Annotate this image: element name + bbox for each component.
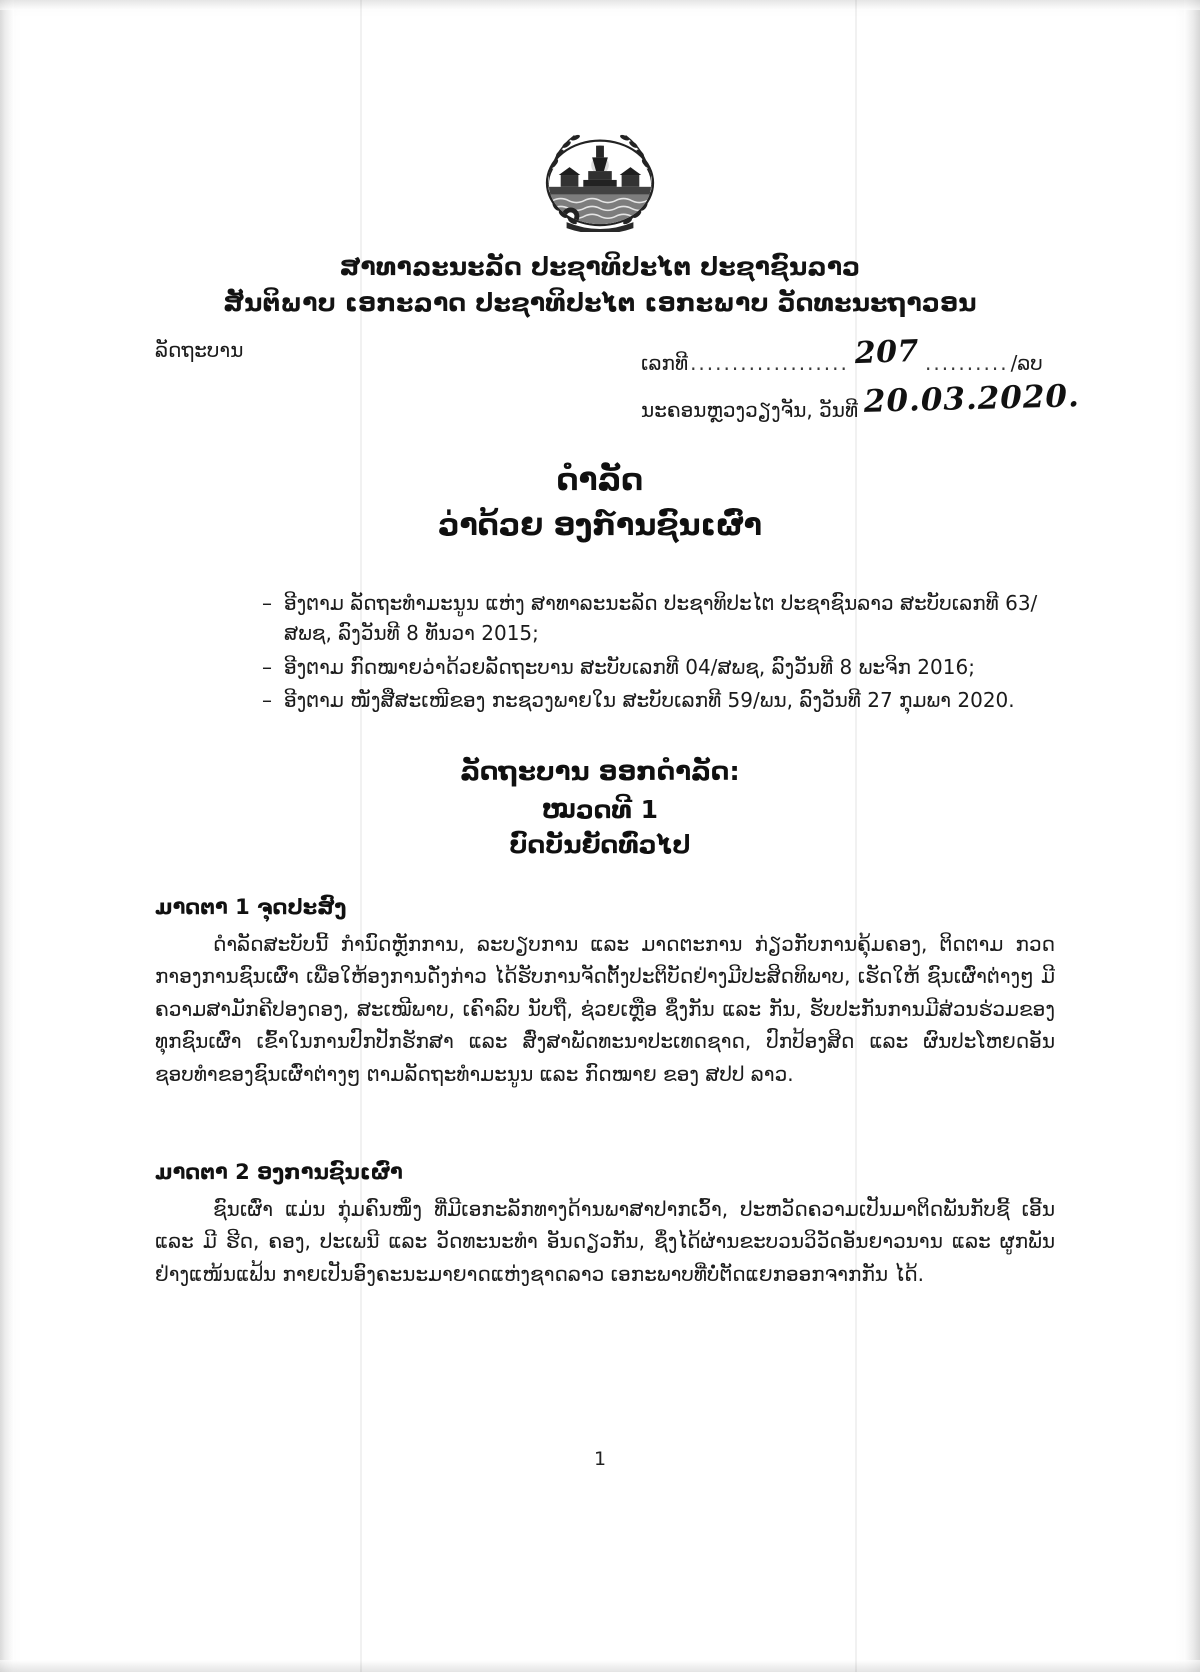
reference-dots-right: .......... [924, 351, 1009, 375]
reference-date-value: 20.03.2020. [863, 378, 1081, 420]
scan-edge-top [0, 0, 1200, 10]
country-name-line: ສາທາລະນະລັດ ປະຊາທິປະໄຕ ປະຊາຊົນລາວ [339, 252, 861, 281]
preamble-item [262, 685, 1062, 715]
emblem-container [0, 120, 1200, 232]
article-1 [155, 895, 1055, 1090]
preamble-dash: – [262, 654, 272, 679]
article-1-text: ດຳລັດສະບັບນີ້ ກຳນົດຫຼັກການ, ລະບຽບການ ແລະ ມາດຕະການ ກ່ຽວກັບການຄຸ້ມຄອງ, ຕິດຕາມ ກວດກາອງການຊົນເຜົ່າ ເພື່ອໃຫ້ອງການດັ່ງກ່າວ ໄດ້ຮັບການຈັດຕັ້ງປະຕິບັດຢ່າງມີປະສິດທິພາບ, ເຮັດໃຫ້ ຊົນເຜົ່າຕ່າງໆ ມີຄວາມສາມັກຄີປອງດອງ, ສະເໝີພາບ, ເຄົາລົບ ນັບຖື, ຊ່ວຍເຫຼືອ ຊຶ່ງກັນ ແລະ ກັນ, ຮັບປະກັນການມີສ່ວນຮ່ວມຂອງທຸກຊົນເຜົ່າ ເຂົ້າໃນການປົກປັກຮັກສາ ແລະ ສົ່ງສາພັດທະນາປະເທດຊາດ, ປົກປ້ອງສິດ ແລະ ຜົນປະໂຫຍດອັນຊອບທຳຂອງຊົນເຜົ່າຕ່າງໆ ຕາມລັດຖະທຳມະນູນ ແລະ ກົດໝາຍ ຂອງ ສປປ ລາວ. [155, 932, 1055, 1086]
preamble-dash: – [262, 688, 272, 713]
reference-block [641, 333, 1081, 433]
reference-number-suffix: /ລບ [1010, 351, 1043, 375]
reference-number-row [641, 333, 1080, 375]
national-emblem-of-laos-icon [541, 120, 659, 232]
document-subtitle: ວ່າດ້ວຍ ອງກ໌ານຊົນເຜົ່າ [438, 508, 762, 543]
national-motto-line: ສັນຕິພາບ ເອກະລາດ ປະຊາທິປະໄຕ ເອກະພາບ ວັດທະນະຖາວອນ [223, 288, 977, 317]
preamble-item [262, 652, 1062, 682]
article-1-heading: ມາດຕາ 1 ຈຸດປະສົງ [155, 895, 347, 919]
scan-edge-bottom [0, 1660, 1200, 1672]
document-title: ດຳລັດ [556, 462, 644, 498]
government-issues-heading: ລັດຖະບານ ອອກດຳລັດ: [460, 757, 740, 787]
article-2-heading: ມາດຕາ 2 ອງການຊົນເຜົ່າ [155, 1160, 403, 1184]
page-number: 1 [593, 1448, 607, 1470]
preamble-item-text: ອີງຕາມ ລັດຖະທຳມະນູນ ແຫ່ງ ສາທາລະນະລັດ ປະຊາທິປະໄຕ ປະຊາຊົນລາວ ສະບັບເລກທີ 63/ສພຊ, ລົງວັນທີ 8 ທັນວາ 2015; [284, 591, 1038, 646]
reference-place-label: ນະຄອນຫຼວງວຽງຈັນ, ວັນທີ [641, 398, 859, 422]
preamble-item-text: ອີງຕາມ ໜັງສືສະເໜີຂອງ ກະຊວງພາຍໃນ ສະບັບເລກທີ 59/ພນ, ລົງວັນທີ 27 ກຸມພາ 2020. [284, 688, 1015, 713]
article-2 [155, 1160, 1055, 1290]
article-1-body [155, 928, 1055, 1090]
reference-number-value: 207 [854, 333, 920, 372]
article-2-text: ຊົນເຜົ່າ ແມ່ນ ກຸ່ມຄົນໜຶ່ງ ທີ່ມີເອກະລັກທາງດ້ານພາສາປາກເວົ້າ, ປະຫວັດຄວາມເປັນມາຕິດພັນກັບຊີ້ ເອີ້ນ ແລະ ມີ ຮີດ, ຄອງ, ປະເພນີ ແລະ ວັດທະນະທຳ ອັນດຽວກັນ, ຊຶ່ງໄດ້ຜ່ານຂະບວນວິວັດອັນຍາວນານ ແລະ ຜູກພັນຢ່າງແໜ້ນແຟ້ນ ກາຍເປັນອົງຄະນະມາຍາດແຫ່ງຊາດລາວ ເອກະພາບທີ່ບໍ່ຕັດແຍກອອກຈາກກັນ ໄດ້. [155, 1197, 1055, 1286]
preamble-item-text: ອີງຕາມ ກົດໝາຍວ່າດ້ວຍລັດຖະບານ ສະບັບເລກທີ 04/ສພຊ, ລົງວັນທີ 8 ພະຈິກ 2016; [284, 654, 975, 679]
preamble-list [262, 588, 1062, 719]
issuer-label: ລັດຖະບານ [155, 338, 244, 362]
reference-number-label: ເລກທີ [641, 351, 689, 375]
chapter-title-heading: ບົດບັນຍັດທົ່ວໄປ [509, 830, 691, 859]
preamble-item [262, 588, 1062, 649]
reference-dots-left: ................... [690, 351, 849, 375]
preamble-dash: – [262, 591, 272, 615]
article-2-body [155, 1193, 1055, 1290]
reference-date-row [641, 378, 1081, 422]
chapter-number-heading: ໝວດທີ 1 [541, 795, 659, 824]
